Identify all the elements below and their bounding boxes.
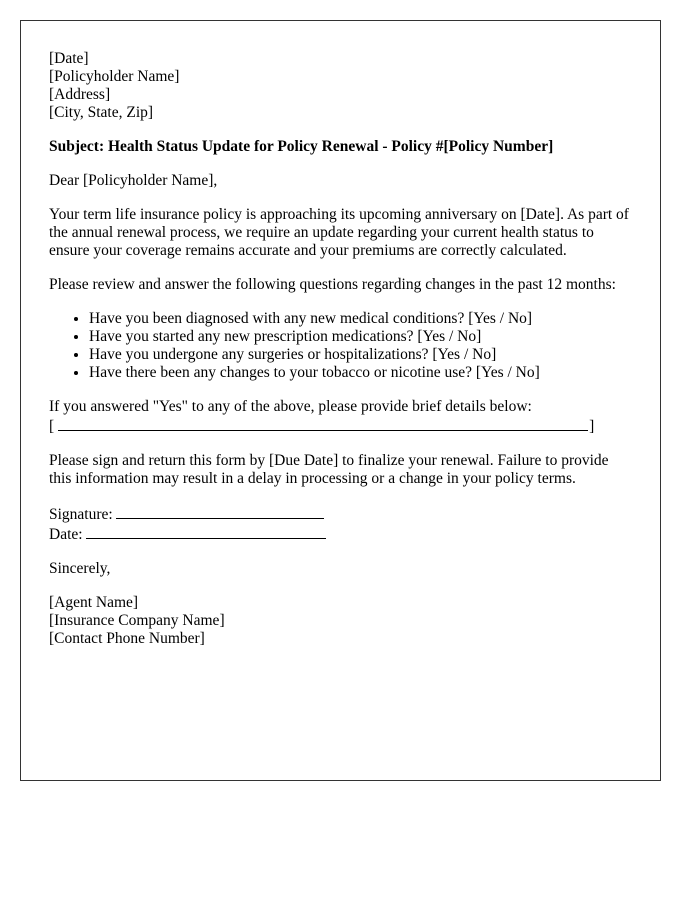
salutation: Dear [Policyholder Name], [49,172,218,189]
return-notice: Please sign and return this form by [Due Date] to finalize your renewal. Failure to provide this information may result in a delay in processing or a change in your policy terms. [49,452,609,487]
company-name: [Insurance Company Name] [49,612,225,629]
date-line [49,524,632,544]
details-field-line [49,416,632,436]
date-label: Date: [49,526,83,543]
letter-page [20,20,661,781]
intro-paragraph: Your term life insurance policy is approaching its upcoming anniversary on [Date]. As part of the annual renewal process, we require an update regarding your current health status to ensure your coverage remains accurate and your premiums are correctly calculated. [49,206,629,259]
recipient-block [49,50,632,122]
date-placeholder: [Date] [49,50,89,67]
question-item: • Have you been diagnosed with any new medical conditions? [Yes / No] [89,310,632,328]
date-input[interactable] [86,524,326,539]
agent-name: [Agent Name] [49,594,139,611]
bracket-close: ] [589,418,595,435]
questions-list [49,310,632,382]
sender-block [49,594,632,648]
contact-phone: [Contact Phone Number] [49,630,205,647]
details-prompt: If you answered "Yes" to any of the above, please provide brief details below: [49,398,532,415]
details-section [49,398,632,436]
question-item: • Have you undergone any surgeries or hospitalizations? [Yes / No] [89,346,632,364]
policyholder-name: [Policyholder Name] [49,68,180,85]
signature-label: Signature: [49,506,113,523]
instructions-paragraph: Please review and answer the following questions regarding changes in the past 12 months: [49,276,616,293]
closing: Sincerely, [49,560,111,577]
question-item: • Have there been any changes to your tobacco or nicotine use? [Yes / No] [89,364,632,382]
city-state-zip: [City, State, Zip] [49,104,154,121]
details-input[interactable] [58,416,588,431]
question-item: • Have you started any new prescription medications? [Yes / No] [89,328,632,346]
signature-line [49,504,632,524]
signature-input[interactable] [116,504,324,519]
signature-section [49,504,632,544]
subject-line: Subject: Health Status Update for Policy Renewal - Policy #[Policy Number] [49,138,554,155]
address: [Address] [49,86,111,103]
bracket-open: [ [49,418,55,435]
